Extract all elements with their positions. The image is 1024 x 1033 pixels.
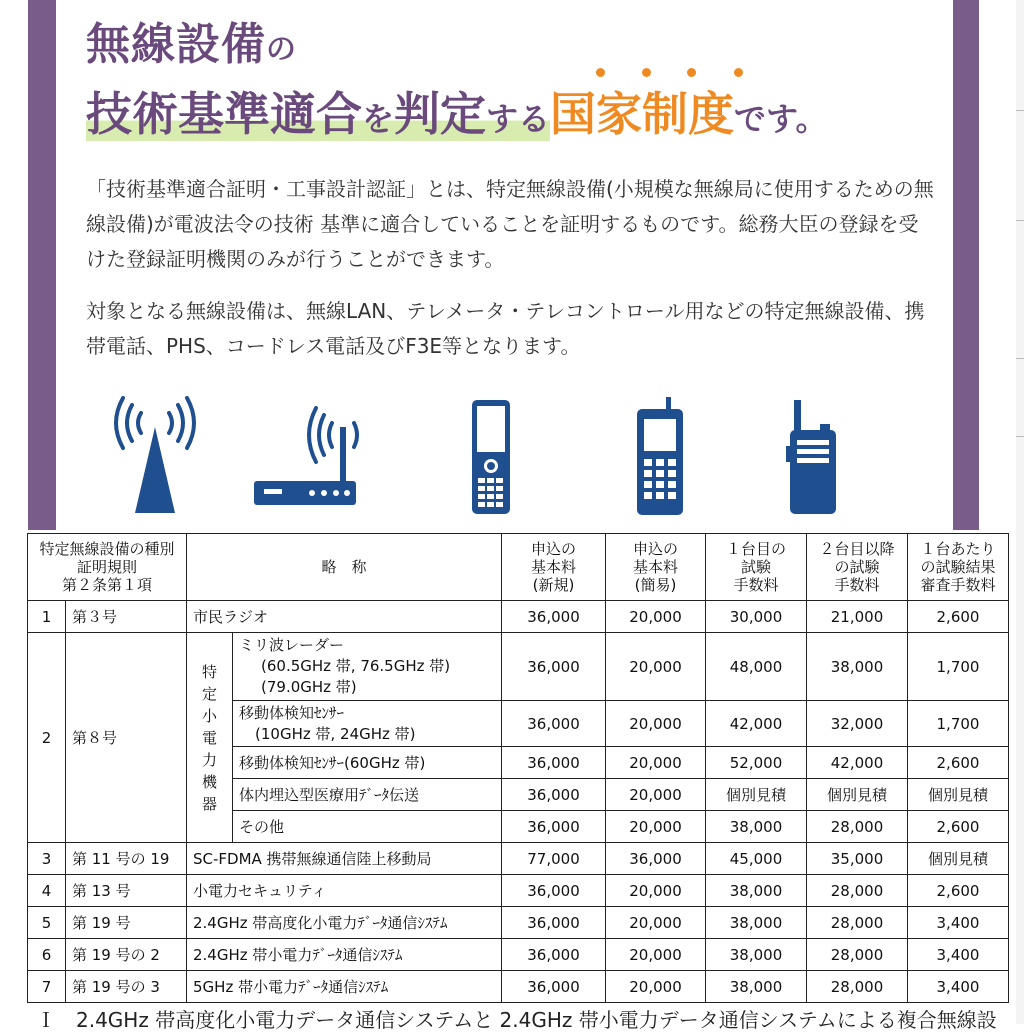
- table-row: 移動体検知ｾﾝｻｰ(60GHz 帯) 36,000 20,000 52,000 42,000 2,600: [28, 747, 1009, 779]
- left-purple-bar: [28, 0, 56, 530]
- intro-paragraph: 「技術基準適合証明・工事設計認証」とは、特定無線設備(小規模な無線局に使用するための無線設備)が電波法令の技術 基準に適合していることを証明するものです。総務大臣の登録を受けた登録証明機関のみが行うことができます。: [86, 177, 934, 271]
- right-purple-bar: [953, 0, 979, 530]
- title-orange: 国家制度: [550, 87, 735, 141]
- table-row: 3 第 11 号の 19 SC-FDMA 携帯無線通信陸上移動局 77,000 36,000 45,000 35,000 個別見積: [28, 843, 1009, 875]
- table-row: その他 36,000 20,000 38,000 28,000 2,600: [28, 811, 1009, 843]
- wifi-router-icon: [250, 405, 360, 510]
- table-row: 7 第 19 号の 3 5GHz 帯小電力ﾃﾞｰﾀ通信ｼｽﾃﾑ 36,000 20,000 38,000 28,000 3,400: [28, 971, 1009, 1003]
- antenna-tower-icon: [105, 395, 205, 515]
- walkie-talkie-icon: [786, 398, 840, 516]
- table-header-row: [28, 534, 1009, 601]
- header-category: 特定無線設備の種別 証明規則 第２条第１項: [28, 534, 187, 601]
- sub-group-label: 特 定 小 電 力 機 器: [187, 633, 233, 843]
- edge-tick: [1016, 110, 1024, 111]
- table-row: 2 第８号 特 定 小 電 力 機 器 ミリ波レーダー (60.5GHz 帯, 76.5GHz 帯) (79.0GHz 帯) 36,000 20,000 48,000 38,000 1,700: [28, 633, 1009, 701]
- table-row: 1 第３号 市民ラジオ 36,000 20,000 30,000 21,000 2,600: [28, 601, 1009, 633]
- fee-table: [27, 533, 1009, 1003]
- title-main: 無線設備: [86, 19, 266, 70]
- title-highlight: 技術基準適合を判定する: [86, 87, 551, 141]
- header-test-second: ２台目以降 の試験 手数料: [807, 534, 908, 601]
- table-row: 体内埋込型医療用ﾃﾞｰﾀ伝送 36,000 20,000 個別見積 個別見積 個別見積: [28, 779, 1009, 811]
- table-row: 4 第 13 号 小電力セキュリティ 36,000 20,000 38,000 28,000 2,600: [28, 875, 1009, 907]
- table-row: 移動体検知ｾﾝｻｰ (10GHz 帯, 24GHz 帯) 36,000 20,000 42,000 32,000 1,700: [28, 701, 1009, 747]
- flip-phone-icon: [470, 398, 512, 516]
- table-row: 5 第 19 号 2.4GHz 帯高度化小電力ﾃﾞｰﾀ通信ｼｽﾃﾑ 36,000 20,000 38,000 28,000 3,400: [28, 907, 1009, 939]
- table-row: 6 第 19 号の 2 2.4GHz 帯小電力ﾃﾞｰﾀ通信ｼｽﾃﾑ 36,000 20,000 38,000 28,000 3,400: [28, 939, 1009, 971]
- edge-tick: [1016, 436, 1024, 437]
- title-line-1: [86, 8, 297, 72]
- header-name: 略 称: [187, 534, 502, 601]
- title-particle: の: [266, 32, 297, 67]
- edge-tick: [1016, 220, 1024, 221]
- page-edge: [1016, 0, 1024, 1024]
- mobile-phone-icon: [635, 395, 685, 517]
- header-review: １台あたり の試験結果 審査手数料: [908, 534, 1009, 601]
- header-test-first: １台目の 試験 手数料: [706, 534, 807, 601]
- target-paragraph: 対象となる無線設備は、無線LAN、テレメータ・テレコントロール用などの特定無線設備、携帯電話、PHS、コードレス電話及びF3E等となります。: [86, 299, 925, 358]
- header-basic-simple: 申込の 基本料 (簡易): [606, 534, 706, 601]
- title-line-2: 技術基準適合を判定する国家制度です。: [86, 87, 828, 141]
- edge-tick: [1016, 358, 1024, 359]
- footer-note: Ｉ 2.4GHz 帯高度化小電力データ通信システムと 2.4GHz 帯小電力データ通信システムによる複合無線設: [36, 1008, 997, 1032]
- header-basic-new: 申込の 基本料 (新規): [502, 534, 606, 601]
